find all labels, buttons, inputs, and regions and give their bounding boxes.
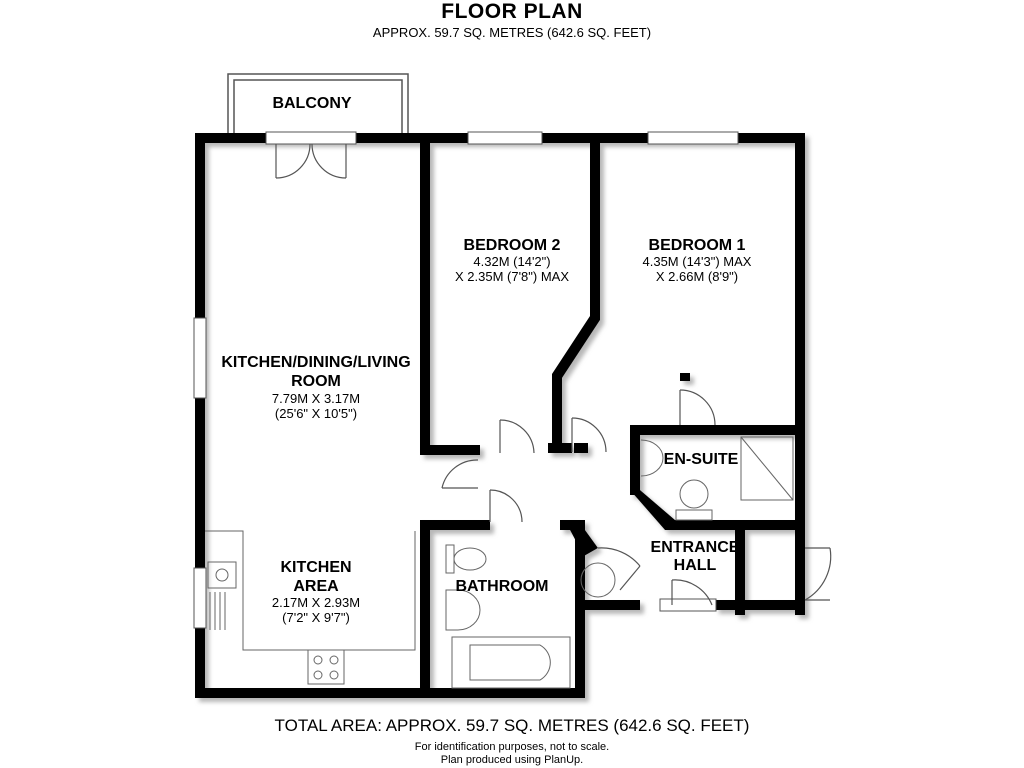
room-dim-kitchen-metric: 2.17M X 2.93M	[271, 595, 361, 610]
ensuite-fixtures	[641, 437, 793, 520]
room-label-balcony: BALCONY	[272, 95, 352, 112]
room-dim-living-metric: 7.79M X 3.17M	[271, 391, 361, 406]
room-label-entrance: ENTRANCE	[650, 539, 740, 556]
room-label-living-2: ROOM	[291, 373, 341, 390]
room-label-entrance-2: HALL	[673, 557, 717, 574]
room-label-kitchen-2: AREA	[293, 578, 339, 595]
plan-title: FLOOR PLAN	[441, 0, 583, 23]
room-label-bedroom1: BEDROOM 1	[648, 237, 746, 254]
room-label-bedroom2: BEDROOM 2	[463, 237, 561, 254]
room-label-ensuite: EN-SUITE	[663, 451, 739, 468]
room-dim-bedroom1-line2: X 2.66M (8'9")	[655, 269, 739, 284]
room-dim-bedroom2-line2: X 2.35M (7'8") MAX	[454, 269, 570, 284]
bathroom-fixtures	[446, 545, 570, 688]
disclaimer-note: For identification purposes, not to scale.	[414, 741, 610, 753]
room-dim-bedroom1-line1: 4.35M (14'3") MAX	[642, 254, 752, 269]
producer-note: Plan produced using PlanUp.	[440, 754, 584, 766]
room-dim-living-imperial: (25'6" X 10'5")	[274, 406, 358, 421]
water-tank-icon	[581, 563, 615, 597]
room-label-kitchen: KITCHEN	[280, 559, 352, 576]
total-area: TOTAL AREA: APPROX. 59.7 SQ. METRES (642.6 SQ. FEET)	[274, 716, 750, 735]
plan-subtitle: APPROX. 59.7 SQ. METRES (642.6 SQ. FEET)	[372, 25, 652, 40]
room-dim-bedroom2-line1: 4.32M (14'2")	[473, 254, 551, 269]
room-dim-kitchen-imperial: (7'2" X 9'7")	[282, 610, 350, 625]
room-label-bathroom: BATHROOM	[455, 578, 549, 595]
room-label-living: KITCHEN/DINING/LIVING	[221, 354, 411, 371]
